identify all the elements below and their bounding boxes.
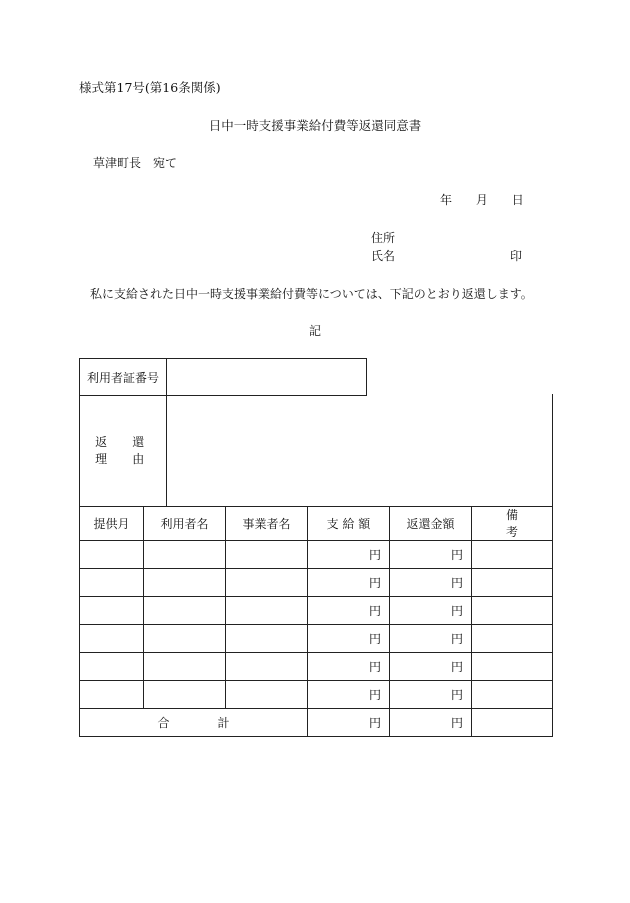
date-day: 日 — [511, 193, 524, 207]
reason-label: 返 還 理 由 — [80, 394, 167, 507]
header-month: 提供月 — [80, 506, 144, 541]
cell-month[interactable] — [80, 569, 144, 597]
cell-returned-amount[interactable]: 円 — [390, 597, 472, 625]
document-title: 日中一時支援事業給付費等返還同意書 — [208, 118, 422, 133]
header-provider-name: 事業者名 — [226, 506, 308, 541]
cell-paid-amount[interactable]: 円 — [308, 569, 390, 597]
reason-table — [79, 394, 553, 507]
header-user-name: 利用者名 — [144, 506, 226, 541]
total-notes[interactable] — [472, 709, 553, 737]
date-month: 月 — [475, 193, 488, 207]
reason-field[interactable] — [167, 394, 553, 507]
cell-notes[interactable] — [472, 681, 553, 709]
cell-provider-name[interactable] — [226, 597, 308, 625]
table-row — [80, 681, 553, 709]
cell-returned-amount[interactable]: 円 — [390, 625, 472, 653]
name-label: 氏名 — [371, 249, 396, 263]
cell-month[interactable] — [80, 653, 144, 681]
header-returned-amount: 返還金額 — [390, 506, 472, 541]
cell-user-name[interactable] — [144, 541, 226, 569]
cell-notes[interactable] — [472, 569, 553, 597]
total-returned-amount[interactable]: 円 — [390, 709, 472, 737]
table-header-row — [80, 506, 553, 541]
cell-provider-name[interactable] — [226, 653, 308, 681]
table-row — [80, 625, 553, 653]
table-row — [80, 569, 553, 597]
cell-paid-amount[interactable]: 円 — [308, 541, 390, 569]
cell-user-name[interactable] — [144, 625, 226, 653]
cell-returned-amount[interactable]: 円 — [390, 569, 472, 597]
cell-provider-name[interactable] — [226, 541, 308, 569]
form-number: 様式第17号(第16条関係) — [79, 80, 221, 95]
total-label — [80, 709, 308, 737]
cell-month[interactable] — [80, 625, 144, 653]
table-row — [80, 653, 553, 681]
table-row — [80, 597, 553, 625]
cell-user-name[interactable] — [144, 653, 226, 681]
addressee: 草津町長 宛て — [93, 156, 178, 170]
date-year: 年 — [440, 193, 453, 207]
cell-user-name[interactable] — [144, 597, 226, 625]
header-paid-amount: 支 給 額 — [308, 506, 390, 541]
total-row — [80, 709, 553, 737]
cell-returned-amount[interactable]: 円 — [390, 653, 472, 681]
cell-returned-amount[interactable]: 円 — [390, 541, 472, 569]
cell-month[interactable] — [80, 541, 144, 569]
cell-provider-name[interactable] — [226, 569, 308, 597]
cell-notes[interactable] — [472, 625, 553, 653]
header-notes: 備 考 — [472, 506, 553, 541]
user-id-label: 利用者証番号 — [80, 359, 167, 396]
user-id-field[interactable] — [167, 359, 367, 396]
cell-notes[interactable] — [472, 541, 553, 569]
cell-provider-name[interactable] — [226, 681, 308, 709]
cell-month[interactable] — [80, 681, 144, 709]
cell-provider-name[interactable] — [226, 625, 308, 653]
total-label-second: 計 — [217, 716, 230, 730]
cell-month[interactable] — [80, 597, 144, 625]
cell-returned-amount[interactable]: 円 — [390, 681, 472, 709]
ki-heading: 記 — [308, 324, 321, 338]
body-statement: 私に支給された日中一時支援事業給付費等については、下記のとおり返還します。 — [90, 287, 533, 301]
table-row — [80, 541, 553, 569]
address-label: 住所 — [371, 231, 396, 245]
cell-user-name[interactable] — [144, 569, 226, 597]
cell-paid-amount[interactable]: 円 — [308, 653, 390, 681]
total-paid-amount[interactable]: 円 — [308, 709, 390, 737]
user-id-row — [80, 359, 367, 396]
user-id-table — [79, 358, 367, 396]
reason-row — [80, 394, 553, 507]
cell-paid-amount[interactable]: 円 — [308, 625, 390, 653]
cell-notes[interactable] — [472, 653, 553, 681]
total-label-first: 合 — [157, 716, 170, 730]
cell-notes[interactable] — [472, 597, 553, 625]
payment-table — [79, 506, 579, 737]
cell-user-name[interactable] — [144, 681, 226, 709]
cell-paid-amount[interactable]: 円 — [308, 597, 390, 625]
seal-mark: 印 — [510, 249, 523, 263]
date-line — [440, 193, 524, 207]
cell-paid-amount[interactable]: 円 — [308, 681, 390, 709]
